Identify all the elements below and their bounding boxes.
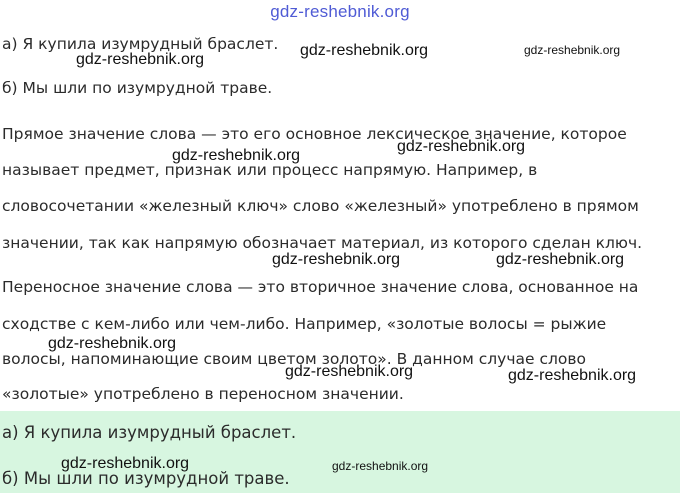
watermark: gdz-reshebnik.org	[272, 251, 401, 268]
watermark: gdz-reshebnik.org	[332, 459, 429, 473]
answer-box	[0, 411, 680, 493]
watermark: gdz-reshebnik.org	[300, 42, 429, 59]
watermark: gdz-reshebnik.org	[397, 138, 526, 155]
watermark: gdz-reshebnik.org	[524, 43, 621, 57]
watermark: gdz-reshebnik.org	[172, 147, 301, 164]
watermark: gdz-reshebnik.org	[496, 251, 625, 268]
explanation-line-4: значении, так как напрямую обозначает материал, из которого сделан ключ.	[2, 234, 643, 252]
explanation-line-7: волосы, напоминающие своим цветом золото». В данном случае слово	[2, 350, 587, 368]
explanation-line-6: сходстве с кем-либо или чем-либо. Например, «золотые волосы = рыжие	[2, 315, 607, 333]
site-watermark-header: gdz-reshebnik.org	[270, 2, 410, 21]
explanation-line-5: Переносное значение слова — это вторичное значение слова, основанное на	[2, 278, 639, 296]
explanation-line-2: называет предмет, признак или процесс напрямую. Например, в	[2, 161, 538, 179]
answer-a: а) Я купила изумрудный браслет.	[2, 423, 297, 442]
answer-b: б) Мы шли по изумрудной траве.	[2, 469, 290, 488]
watermark: gdz-reshebnik.org	[508, 367, 637, 384]
watermark: gdz-reshebnik.org	[48, 335, 177, 352]
example-b: б) Мы шли по изумрудной траве.	[2, 79, 273, 97]
example-a: а) Я купила изумрудный браслет.	[2, 35, 279, 53]
watermark: gdz-reshebnik.org	[61, 455, 190, 472]
explanation-line-3: словосочетании «железный ключ» слово «железный» употреблено в прямом	[2, 197, 639, 215]
explanation-line-1: Прямое значение слова — это его основное лексическое значение, которое	[2, 125, 627, 143]
explanation-line-8: «золотые» употреблено в переносном значении.	[2, 385, 404, 403]
watermark: gdz-reshebnik.org	[76, 51, 205, 68]
watermark: gdz-reshebnik.org	[285, 363, 414, 380]
